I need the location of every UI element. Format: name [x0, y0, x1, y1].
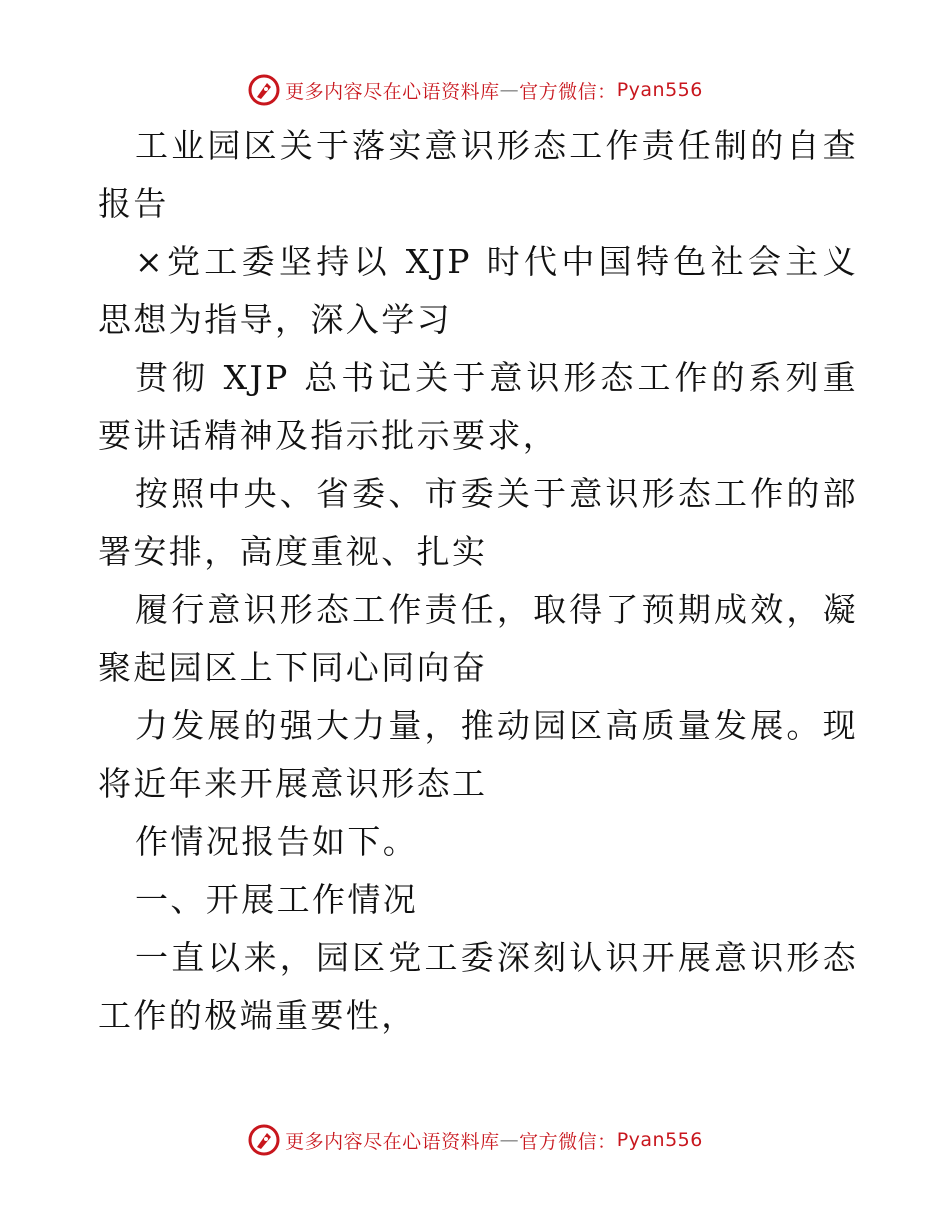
paragraph: 一直以来，园区党工委深刻认识开展意识形态工作的极端重要性，	[98, 938, 858, 1035]
paragraph: ×党工委坚持以 XJP 时代中国特色社会主义思想为指导，深入学习	[98, 242, 858, 339]
watermark-site-text: 更多内容尽在心语资料库	[285, 80, 500, 103]
watermark-dash: —	[499, 79, 520, 101]
paragraph: 作情况报告如下。	[135, 822, 419, 861]
watermark-site-text: 更多内容尽在心语资料库	[285, 1130, 500, 1153]
footer-watermark	[0, 1120, 950, 1160]
document-body	[98, 117, 858, 1045]
paragraph: 按照中央、省委、市委关于意识形态工作的部署安排，高度重视、扎实	[98, 474, 858, 571]
pen-nib-logo-icon	[247, 1123, 281, 1157]
pen-nib-logo-icon	[247, 73, 281, 107]
watermark-wechat-label: 官方微信：	[519, 80, 617, 103]
document-title: 工业园区关于落实意识形态工作责任制的自查报告	[98, 126, 858, 223]
watermark-wechat-id: Pyan556	[616, 1129, 703, 1151]
watermark-wechat-id: Pyan556	[616, 79, 703, 101]
paragraph: 履行意识形态工作责任，取得了预期成效，凝聚起园区上下同心同向奋	[98, 590, 858, 687]
paragraph: 力发展的强大力量，推动园区高质量发展。现将近年来开展意识形态工	[98, 706, 858, 803]
watermark-dash: —	[499, 1129, 520, 1151]
section-heading: 一、开展工作情况	[135, 880, 419, 919]
watermark-wechat-label: 官方微信：	[519, 1130, 617, 1153]
header-watermark	[0, 70, 950, 110]
paragraph: 贯彻 XJP 总书记关于意识形态工作的系列重要讲话精神及指示批示要求，	[98, 358, 858, 455]
